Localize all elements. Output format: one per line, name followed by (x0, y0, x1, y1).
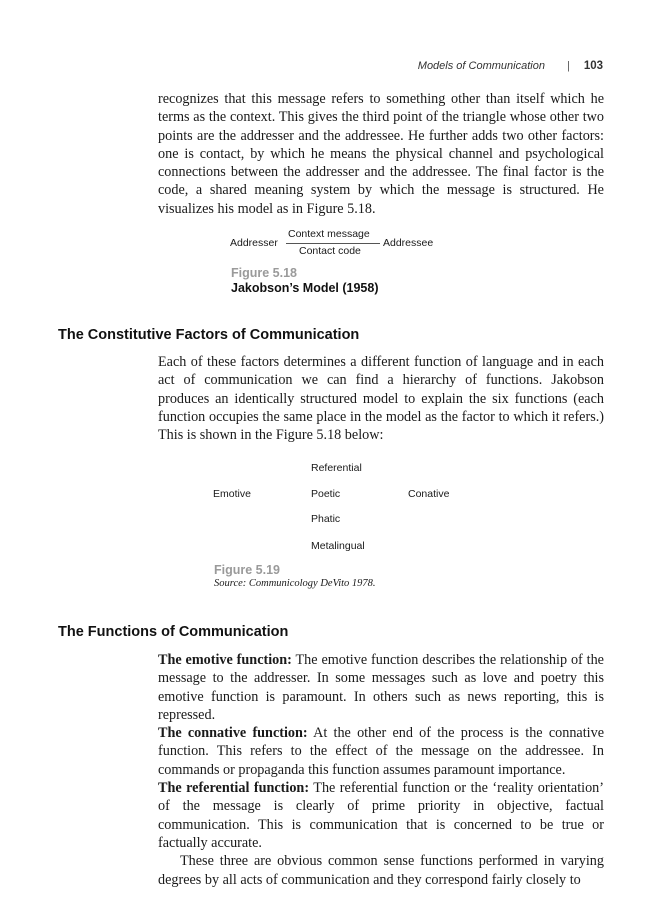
connative-function-text: At the other end of the process is the connative function. This refers to the effect of the message on the addressee. In commands or propaganda this function assumes paramount importance. (158, 725, 604, 778)
function-referential: Referential (311, 462, 362, 474)
section-heading-constitutive: The Constitutive Factors of Communication (58, 327, 360, 343)
function-emotive: Emotive (213, 488, 251, 500)
functions-diagram (213, 460, 473, 555)
section-heading-functions: The Functions of Communication (58, 624, 289, 640)
function-metalingual: Metalingual (311, 540, 365, 552)
page-number: 103 (583, 60, 603, 72)
intro-paragraph-block (158, 90, 604, 218)
figure-5-18-caption (231, 266, 379, 295)
function-poetic: Poetic (311, 488, 341, 500)
diagram-context-message: Context message (288, 228, 370, 240)
figure-source: Source: Communicology DeVito 1978. (214, 578, 376, 589)
closing-paragraph: These three are obvious common sense functions performed in varying degrees by all acts of communication and they correspond fairly closely to (158, 853, 604, 888)
diagram-contact-code: Contact code (299, 245, 361, 257)
referential-function-text: The referential function or the ‘reality orientation’ of the message is clearly of prime priority in objective, factual communication. This is communication that is concerned to be true or factually accurate. (158, 780, 604, 851)
intro-paragraph: recognizes that this message refers to something other than itself which he terms as the context. This gives the third point of the triangle whose other two points are the addresser and the addressee. He further adds two other factors: one is contact, by which he means the physical channel and psychological connections between the addresser and the addressee. The final factor is the code, a shared meaning system by which the message is structured. He visualizes his model as in Figure 5.18. (158, 91, 604, 217)
functions-text-block (158, 651, 604, 889)
function-phatic: Phatic (311, 513, 341, 525)
emotive-function-term: The emotive function: (158, 652, 292, 668)
running-head-title: Models of Communication (417, 60, 545, 72)
diagram-connector-line (286, 243, 380, 244)
jakobson-model-diagram (230, 226, 450, 260)
figure-number: Figure 5.18 (231, 266, 297, 280)
emotive-function-text: The emotive function describes the relationship of the message to the addresser. In some messages such as love and poetry this emotive function is paramount. In others such as news reporting, this is repressed. (158, 652, 604, 723)
figure-title: Jakobson’s Model (1958) (231, 281, 379, 295)
connative-function-paragraph (158, 724, 604, 779)
figure-5-19-caption (214, 563, 376, 589)
connative-function-term: The connative function: (158, 725, 308, 742)
diagram-addressee: Addressee (383, 237, 434, 249)
running-head-separator: | (566, 60, 570, 72)
function-conative: Conative (408, 488, 450, 500)
running-head (418, 58, 603, 74)
constitutive-paragraph-block (158, 353, 604, 444)
diagram-addresser: Addresser (230, 237, 278, 249)
figure-number: Figure 5.19 (214, 563, 280, 577)
referential-function-paragraph (158, 779, 604, 852)
emotive-function-paragraph (158, 651, 604, 724)
referential-function-term: The referential function: (158, 780, 310, 797)
constitutive-paragraph: Each of these factors determines a different function of language and in each act of communication we can find a hierarchy of functions. Jakobson produces an identically structured model to explain the six functions (each function occupies the same place in the model as the factor to which it refers.) This is shown in the Figure 5.18 below: (158, 354, 604, 444)
